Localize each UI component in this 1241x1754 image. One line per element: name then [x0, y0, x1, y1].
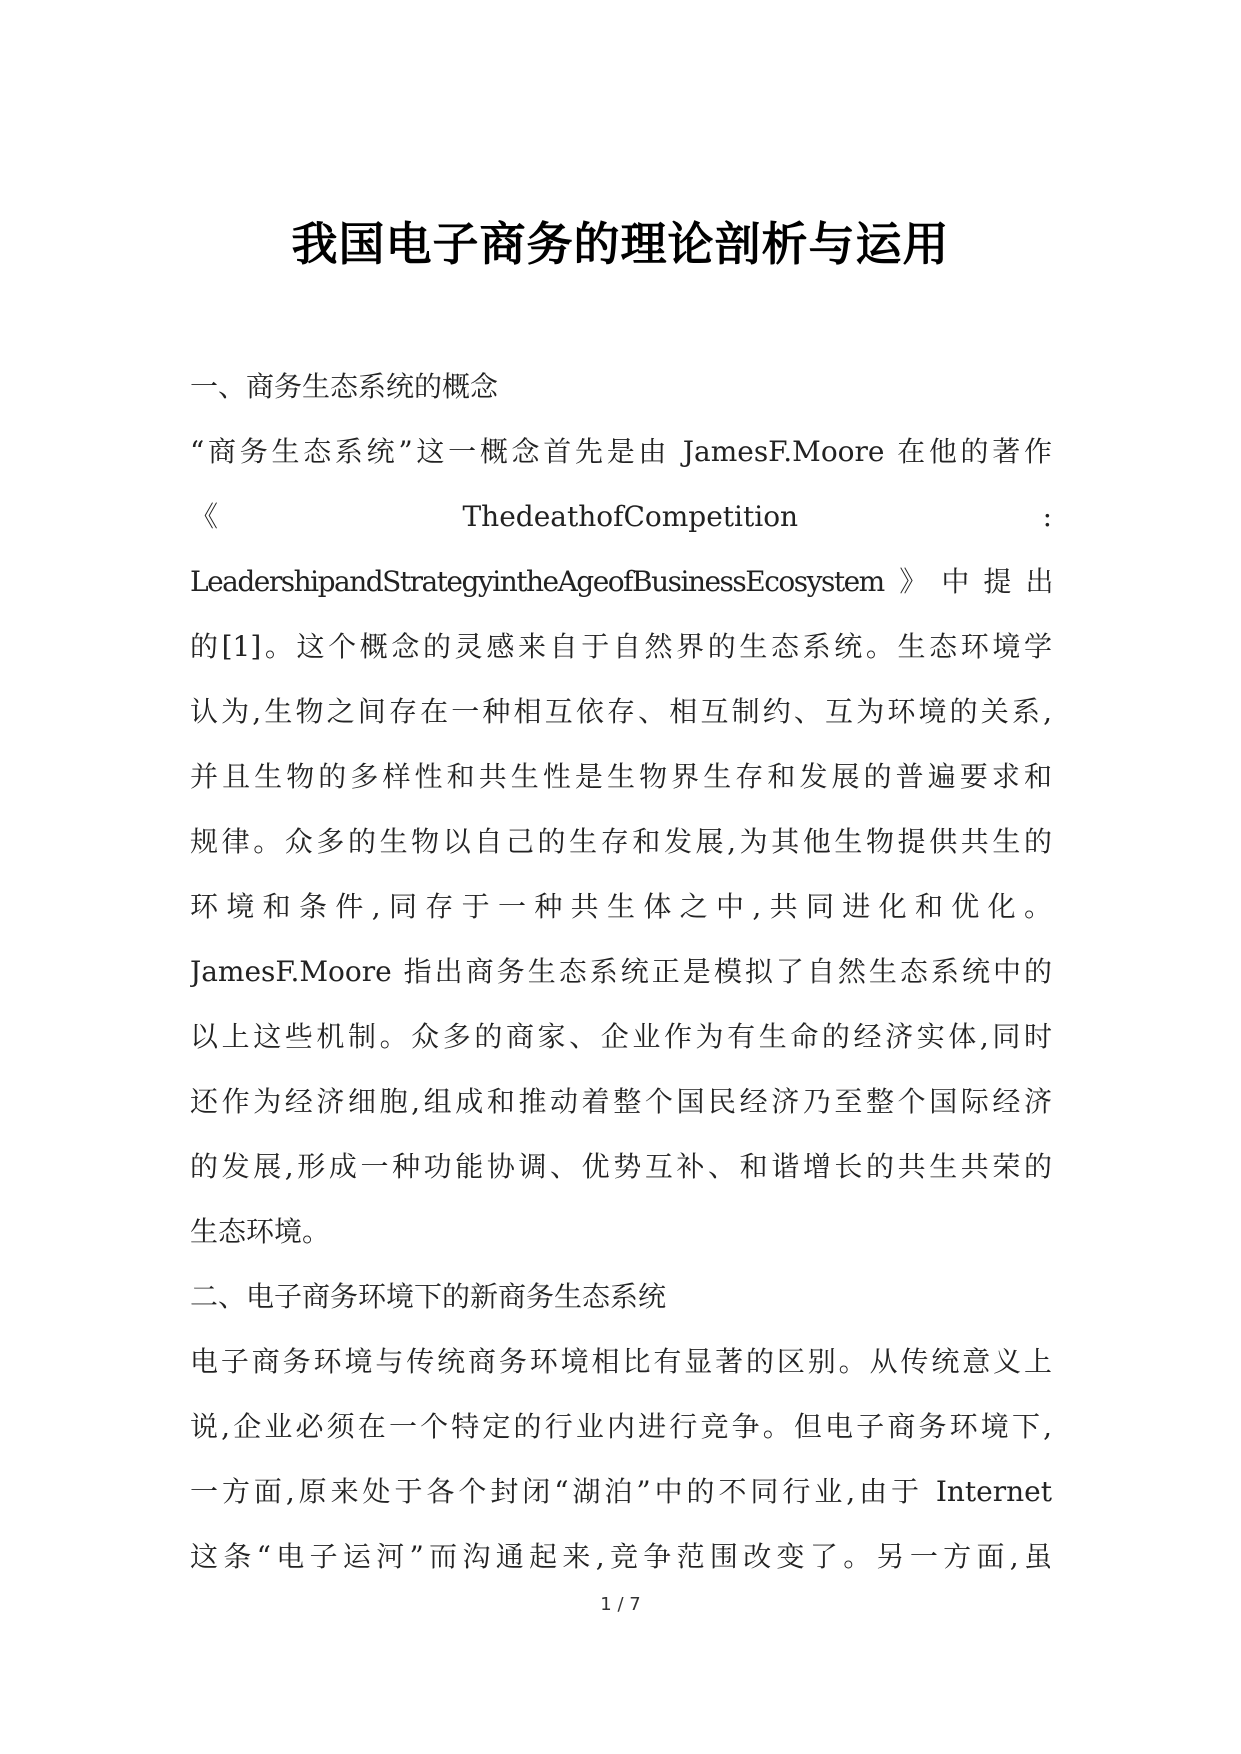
- book-title-text: ThedeathofCompetition: [462, 500, 799, 533]
- paragraph-line: 以上这些机制。众多的商家、企业作为有生命的经济实体,同时: [190, 1020, 1052, 1053]
- paragraph-line: 说,企业必须在一个特定的行业内进行竞争。但电子商务环境下,: [190, 1410, 1052, 1443]
- book-title-line: [190, 484, 1052, 549]
- paragraph-line: 这条“电子运河”而沟通起来,竞争范围改变了。另一方面,虽: [190, 1540, 1052, 1573]
- paragraph-line: LeadershipandStrategyintheAgeofBusinessEcosystem》中提出: [190, 565, 1052, 598]
- document-body: [190, 354, 1052, 1589]
- paragraph-line: 认为,生物之间存在一种相互依存、相互制约、互为环境的关系,: [190, 695, 1052, 728]
- paragraph-line: 环境和条件,同存于一种共生体之中,共同进化和优化。: [190, 890, 1052, 923]
- section-heading-1: 一、商务生态系统的概念: [190, 370, 499, 403]
- paragraph-line: 的发展,形成一种功能协调、优势互补、和谐增长的共生共荣的: [190, 1150, 1052, 1183]
- book-title-colon: :: [1042, 500, 1052, 533]
- paragraph-line: 并且生物的多样性和共生性是生物界生存和发展的普遍要求和: [190, 760, 1052, 793]
- paragraph-line: JamesF.Moore 指出商务生态系统正是模拟了自然生态系统中的: [190, 955, 1052, 988]
- section-heading-2: 二、电子商务环境下的新商务生态系统: [190, 1280, 667, 1313]
- paragraph-line: 还作为经济细胞,组成和推动着整个国民经济乃至整个国际经济: [190, 1085, 1052, 1118]
- paragraph-line: 规律。众多的生物以自己的生存和发展,为其他生物提供共生的: [190, 825, 1052, 858]
- paragraph-line: 的[1]。这个概念的灵感来自于自然界的生态系统。生态环境学: [190, 630, 1052, 663]
- paragraph-line: 生态环境。: [190, 1215, 331, 1248]
- paragraph-line: 一方面,原来处于各个封闭“湖泊”中的不同行业,由于 Internet: [190, 1475, 1052, 1508]
- paragraph-line: “商务生态系统”这一概念首先是由 JamesF.Moore 在他的著作: [190, 435, 1052, 468]
- book-title-open-bracket: 《: [190, 500, 219, 533]
- document-title: 我国电子商务的理论剖析与运用: [291, 217, 950, 271]
- page-number: 1 / 7: [600, 1594, 641, 1615]
- paragraph-line: 电子商务环境与传统商务环境相比有显著的区别。从传统意义上: [190, 1345, 1052, 1378]
